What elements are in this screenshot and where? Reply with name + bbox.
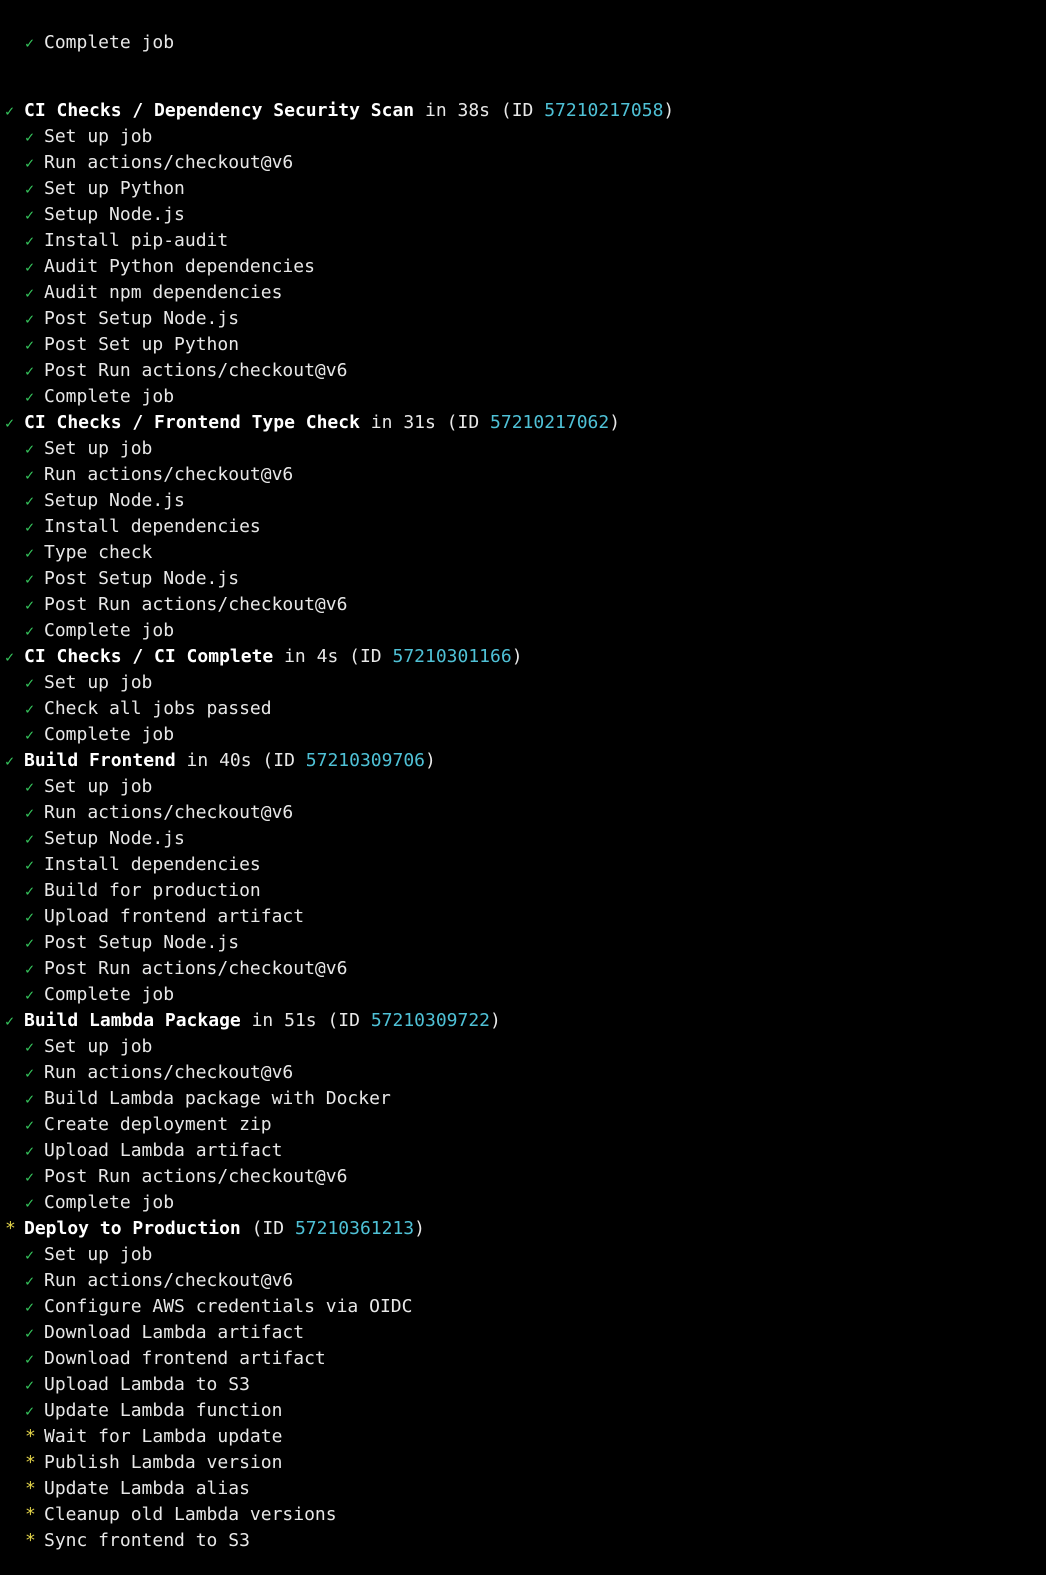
job-header-text xyxy=(24,1008,501,1034)
check-icon: ✓ xyxy=(25,622,35,640)
step-label: Update Lambda function xyxy=(44,1400,283,1421)
check-icon: ✓ xyxy=(25,1038,35,1056)
check-icon: ✓ xyxy=(25,336,35,354)
check-icon: ✓ xyxy=(25,492,35,510)
step-label: Post Setup Node.js xyxy=(44,932,240,953)
job-id-prefix: (ID xyxy=(316,1010,371,1031)
check-icon: ✓ xyxy=(25,1194,35,1212)
job-name: Build Lambda Package xyxy=(24,1010,241,1031)
job-id[interactable]: 57210361213 xyxy=(294,1218,415,1239)
step-label: Run actions/checkout@v6 xyxy=(44,802,294,823)
step-line xyxy=(0,670,1046,696)
check-icon: ✓ xyxy=(25,882,35,900)
step-line xyxy=(0,1528,1046,1554)
step-line xyxy=(0,774,1046,800)
step-line xyxy=(0,982,1046,1008)
check-icon: ✓ xyxy=(25,388,35,406)
step-label: Build for production xyxy=(44,880,261,901)
step-label: Set up job xyxy=(44,1036,153,1057)
step-label: Check all jobs passed xyxy=(44,698,272,719)
duration-prefix: in xyxy=(359,412,404,433)
step-line xyxy=(0,878,1046,904)
step-line xyxy=(0,176,1046,202)
step-label: Complete job xyxy=(44,620,175,641)
job-list xyxy=(0,98,1046,1554)
check-icon: ✓ xyxy=(25,154,35,172)
check-icon: ✓ xyxy=(25,700,35,718)
job-name: CI Checks / Dependency Security Scan xyxy=(24,100,415,121)
step-line xyxy=(0,124,1046,150)
check-icon: ✓ xyxy=(25,1142,35,1160)
job-id-prefix: (ID xyxy=(251,750,306,771)
job-header-text xyxy=(24,98,674,124)
step-line xyxy=(0,1476,1046,1502)
step-line xyxy=(0,540,1046,566)
step-line xyxy=(0,228,1046,254)
check-icon: ✓ xyxy=(25,34,35,52)
step-line xyxy=(0,618,1046,644)
step-line xyxy=(0,1112,1046,1138)
step-line xyxy=(0,384,1046,410)
job-header-text xyxy=(24,748,436,774)
step-label: Run actions/checkout@v6 xyxy=(44,1270,294,1291)
step-label: Set up job xyxy=(44,126,153,147)
step-label: Run actions/checkout@v6 xyxy=(44,1062,294,1083)
check-icon: ✓ xyxy=(25,128,35,146)
job-id[interactable]: 57210309722 xyxy=(370,1010,491,1031)
check-icon: ✓ xyxy=(25,674,35,692)
step-label: Set up Python xyxy=(44,178,185,199)
job-name: CI Checks / Frontend Type Check xyxy=(24,412,360,433)
step-label: Type check xyxy=(44,542,153,563)
step-label: Post Set up Python xyxy=(44,334,240,355)
check-icon: ✓ xyxy=(25,440,35,458)
check-icon: ✓ xyxy=(25,1272,35,1290)
step-label: Upload frontend artifact xyxy=(44,906,305,927)
check-icon: ✓ xyxy=(25,1402,35,1420)
job-id-suffix: ) xyxy=(414,1218,425,1239)
asterisk-icon: * xyxy=(25,1478,36,1499)
job-duration: 51s xyxy=(284,1010,317,1031)
step-label: Create deployment zip xyxy=(44,1114,272,1135)
step-label: Audit npm dependencies xyxy=(44,282,283,303)
job-id[interactable]: 57210309706 xyxy=(305,750,425,771)
duration-prefix: in xyxy=(175,750,220,771)
step-label: Set up job xyxy=(44,672,153,693)
job-id-prefix: (ID xyxy=(490,100,545,121)
step-line xyxy=(0,904,1046,930)
check-icon: ✓ xyxy=(25,180,35,198)
check-icon: ✓ xyxy=(25,362,35,380)
step-line xyxy=(0,852,1046,878)
step-line xyxy=(0,1398,1046,1424)
step-label: Install dependencies xyxy=(44,516,261,537)
step-line xyxy=(0,30,1046,56)
step-label: Complete job xyxy=(44,386,175,407)
job-header-text xyxy=(24,644,523,670)
check-icon: ✓ xyxy=(25,466,35,484)
job-id-suffix: ) xyxy=(663,100,675,121)
step-line xyxy=(0,1450,1046,1476)
step-line xyxy=(0,826,1046,852)
duration-prefix: in xyxy=(240,1010,285,1031)
job-name: Deploy to Production xyxy=(24,1218,241,1239)
duration-prefix: in xyxy=(414,100,458,121)
check-icon: ✓ xyxy=(25,778,35,796)
step-line xyxy=(0,436,1046,462)
step-line xyxy=(0,1242,1046,1268)
check-icon: ✓ xyxy=(25,596,35,614)
step-line xyxy=(0,1034,1046,1060)
check-icon: ✓ xyxy=(25,830,35,848)
job-id-prefix: (ID xyxy=(435,412,491,433)
asterisk-icon: * xyxy=(25,1426,36,1447)
check-icon: ✓ xyxy=(25,908,35,926)
check-icon: ✓ xyxy=(25,544,35,562)
check-icon: ✓ xyxy=(5,102,15,120)
job-id-suffix: ) xyxy=(490,1010,501,1031)
job-id-suffix: ) xyxy=(425,750,436,771)
check-icon: ✓ xyxy=(25,1116,35,1134)
job-header-text xyxy=(24,410,620,436)
step-line xyxy=(0,1190,1046,1216)
step-line xyxy=(0,150,1046,176)
check-icon: ✓ xyxy=(25,232,35,250)
job-header[interactable] xyxy=(0,1216,1046,1242)
asterisk-icon: * xyxy=(25,1530,36,1551)
job-header[interactable] xyxy=(0,1008,1046,1034)
step-label: Post Setup Node.js xyxy=(44,308,240,329)
step-line xyxy=(0,722,1046,748)
step-label: Update Lambda alias xyxy=(44,1478,250,1499)
step-label: Upload Lambda artifact xyxy=(44,1140,283,1161)
step-line xyxy=(0,1346,1046,1372)
job-id-prefix: (ID xyxy=(240,1218,295,1239)
step-line xyxy=(0,1086,1046,1112)
check-icon: ✓ xyxy=(25,1064,35,1082)
check-icon: ✓ xyxy=(25,1376,35,1394)
step-label: Wait for Lambda update xyxy=(44,1426,283,1447)
step-label: Setup Node.js xyxy=(44,828,185,849)
step-label: Download Lambda artifact xyxy=(44,1322,305,1343)
step-label: Complete job xyxy=(44,984,175,1005)
step-line xyxy=(0,1164,1046,1190)
step-line xyxy=(0,332,1046,358)
check-icon: ✓ xyxy=(25,570,35,588)
check-icon: ✓ xyxy=(25,1090,35,1108)
asterisk-icon: * xyxy=(25,1452,36,1473)
step-label: Post Run actions/checkout@v6 xyxy=(44,1166,348,1187)
step-line xyxy=(0,566,1046,592)
step-line xyxy=(0,1294,1046,1320)
step-label: Post Run actions/checkout@v6 xyxy=(44,958,348,979)
job-header[interactable] xyxy=(0,748,1046,774)
check-icon: ✓ xyxy=(25,856,35,874)
step-label: Run actions/checkout@v6 xyxy=(44,464,294,485)
job-duration: 38s xyxy=(457,100,491,121)
asterisk-icon: * xyxy=(25,1504,36,1525)
step-label: Set up job xyxy=(44,776,153,797)
step-label: Set up job xyxy=(44,1244,153,1265)
check-icon: ✓ xyxy=(25,934,35,952)
step-label: Install dependencies xyxy=(44,854,261,875)
step-line xyxy=(0,358,1046,384)
check-icon: ✓ xyxy=(25,206,35,224)
check-icon: ✓ xyxy=(25,310,35,328)
step-line xyxy=(0,956,1046,982)
check-icon: ✓ xyxy=(25,726,35,744)
step-label: Setup Node.js xyxy=(44,204,185,225)
job-duration: 40s xyxy=(219,750,252,771)
step-label: Setup Node.js xyxy=(44,490,185,511)
step-line xyxy=(0,462,1046,488)
check-icon: ✓ xyxy=(5,1012,15,1030)
step-label: Download frontend artifact xyxy=(44,1348,326,1369)
step-label: Configure AWS credentials via OIDC xyxy=(44,1296,413,1317)
step-line xyxy=(0,514,1046,540)
step-line xyxy=(0,1502,1046,1528)
step-label: Install pip-audit xyxy=(44,230,229,251)
step-label: Post Run actions/checkout@v6 xyxy=(44,360,348,381)
step-line xyxy=(0,488,1046,514)
job-id[interactable]: 57210217062 xyxy=(490,412,610,433)
check-icon: ✓ xyxy=(25,1350,35,1368)
step-line xyxy=(0,696,1046,722)
step-label: Complete job xyxy=(44,1192,175,1213)
check-icon: ✓ xyxy=(5,648,15,666)
step-line xyxy=(0,1268,1046,1294)
check-icon: ✓ xyxy=(5,414,15,432)
step-label: Cleanup old Lambda versions xyxy=(44,1504,337,1525)
job-name: CI Checks / CI Complete xyxy=(24,646,274,667)
job-header-text xyxy=(24,1216,425,1242)
check-icon: ✓ xyxy=(5,752,15,770)
step-line xyxy=(0,1320,1046,1346)
step-line xyxy=(0,202,1046,228)
step-line xyxy=(0,254,1046,280)
check-icon: ✓ xyxy=(25,1168,35,1186)
duration-prefix: in xyxy=(273,646,317,667)
step-line xyxy=(0,800,1046,826)
step-label: Audit Python dependencies xyxy=(44,256,315,277)
job-header[interactable] xyxy=(0,98,1046,124)
step-line xyxy=(0,1060,1046,1086)
step-line xyxy=(0,1372,1046,1398)
job-name: Build Frontend xyxy=(24,750,176,771)
check-icon: ✓ xyxy=(25,804,35,822)
job-id[interactable]: 57210217058 xyxy=(544,100,664,121)
check-icon: ✓ xyxy=(25,258,35,276)
job-id-prefix: (ID xyxy=(338,646,393,667)
step-label: Set up job xyxy=(44,438,153,459)
step-label: Build Lambda package with Docker xyxy=(44,1088,391,1109)
step-line xyxy=(0,306,1046,332)
step-label: Complete job xyxy=(44,32,175,53)
job-header[interactable] xyxy=(0,644,1046,670)
check-icon: ✓ xyxy=(25,1298,35,1316)
job-duration: 4s xyxy=(316,646,339,667)
check-icon: ✓ xyxy=(25,986,35,1004)
check-icon: ✓ xyxy=(25,518,35,536)
step-line xyxy=(0,1424,1046,1450)
step-line xyxy=(0,930,1046,956)
step-label: Sync frontend to S3 xyxy=(44,1530,250,1551)
job-id-suffix: ) xyxy=(511,646,523,667)
job-id[interactable]: 57210301166 xyxy=(392,646,512,667)
step-label: Upload Lambda to S3 xyxy=(44,1374,250,1395)
check-icon: ✓ xyxy=(25,284,35,302)
step-label: Post Setup Node.js xyxy=(44,568,240,589)
step-line xyxy=(0,592,1046,618)
step-line xyxy=(0,1138,1046,1164)
job-id-suffix: ) xyxy=(609,412,621,433)
step-label: Complete job xyxy=(44,724,175,745)
check-icon: ✓ xyxy=(25,1246,35,1264)
step-label: Post Run actions/checkout@v6 xyxy=(44,594,348,615)
step-label: Run actions/checkout@v6 xyxy=(44,152,294,173)
step-line xyxy=(0,280,1046,306)
step-label: Publish Lambda version xyxy=(44,1452,283,1473)
check-icon: ✓ xyxy=(25,960,35,978)
asterisk-icon: * xyxy=(5,1218,16,1239)
job-header[interactable] xyxy=(0,410,1046,436)
job-duration: 31s xyxy=(403,412,436,433)
check-icon: ✓ xyxy=(25,1324,35,1342)
